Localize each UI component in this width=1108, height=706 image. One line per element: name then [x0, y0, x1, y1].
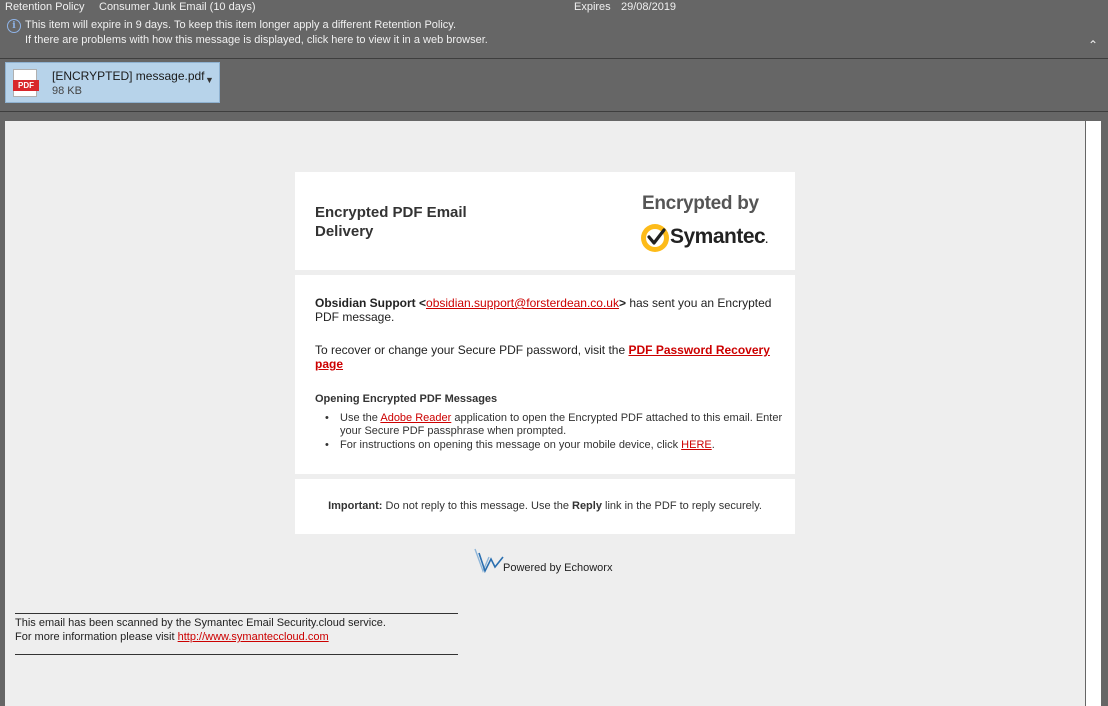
pdf-file-icon [13, 69, 37, 97]
footer-divider [15, 654, 458, 655]
chevron-down-icon[interactable]: ▼ [205, 75, 214, 85]
sender-name: Obsidian Support [315, 296, 416, 310]
info-browser-link[interactable]: If there are problems with how this message is displayed, click here to view it in a web browser. [25, 34, 488, 46]
expires-label: Expires [574, 1, 611, 13]
attachment-size: 98 KB [52, 85, 82, 97]
attachment-name: [ENCRYPTED] message.pdf [52, 69, 205, 83]
info-icon: i [7, 19, 21, 33]
password-recovery-link[interactable]: PDF Password Recovery page [315, 343, 770, 371]
sender-bracket-open: < [415, 296, 427, 310]
encrypted-by-text: Encrypted by [642, 193, 759, 214]
recovery-text: To recover or change your Secure PDF password, visit the [315, 343, 629, 357]
footer-scanned-text: This email has been scanned by the Symantec Email Security.cloud service. [15, 617, 386, 629]
pdf-badge: PDF [13, 80, 39, 91]
sender-bracket-close: > [618, 296, 626, 310]
adobe-reader-link[interactable]: Adobe Reader [380, 412, 452, 424]
sender-text: has sent you an Encrypted PDF message. [315, 296, 772, 324]
expires-value: 29/08/2019 [621, 1, 677, 13]
symanteccloud-link[interactable]: http://www.symanteccloud.com [177, 631, 329, 643]
sender-email-link[interactable]: obsidian.support@forsterdean.co.uk [426, 296, 619, 310]
card-title: Encrypted PDF Email Delivery [315, 204, 467, 240]
footer-divider [15, 613, 458, 614]
important-notice: Important: Do not reply to this message. Use the Reply link in the PDF to reply securely. [328, 500, 762, 512]
sender-paragraph [315, 296, 780, 324]
scrollbar[interactable] [1086, 121, 1101, 706]
mobile-here-link[interactable]: HERE [681, 439, 712, 451]
echoworx-logo-icon [473, 547, 505, 573]
important-card [295, 479, 795, 534]
list-item: • For instructions on opening this message on your mobile device, click HERE. [315, 439, 785, 452]
opening-heading: Opening Encrypted PDF Messages [315, 393, 498, 405]
retention-policy-label: Retention Policy [5, 1, 85, 13]
symantec-brand-mark: . [765, 235, 768, 246]
retention-policy-value: Consumer Junk Email (10 days) [99, 1, 256, 13]
attachment-item[interactable] [5, 62, 220, 103]
chevron-up-icon[interactable]: ⌃ [1088, 38, 1099, 52]
list-item: • Use the Adobe Reader application to open the Encrypted PDF attached to this email. Enter your Secure PDF passphrase when prompted. [315, 412, 785, 438]
echoworx-branding [473, 547, 633, 575]
info-expiry-text: This item will expire in 9 days. To keep this item longer apply a different Retention Policy. [25, 19, 457, 31]
important-label: Important: [328, 500, 383, 512]
message-header [0, 0, 1108, 58]
powered-by-text: Powered by Echoworx [503, 562, 613, 574]
symantec-check-logo [641, 224, 669, 252]
divider [0, 111, 1108, 112]
header-card [295, 172, 795, 270]
divider [0, 58, 1108, 59]
symantec-brand-name: Symantec [670, 225, 766, 248]
recovery-paragraph [315, 343, 780, 371]
footer-info: For more information please visit http://www.symanteccloud.com [15, 631, 329, 643]
message-body [5, 121, 1085, 706]
instructions-list [315, 412, 785, 453]
message-card [295, 275, 795, 474]
symantec-logo-text [670, 225, 768, 249]
